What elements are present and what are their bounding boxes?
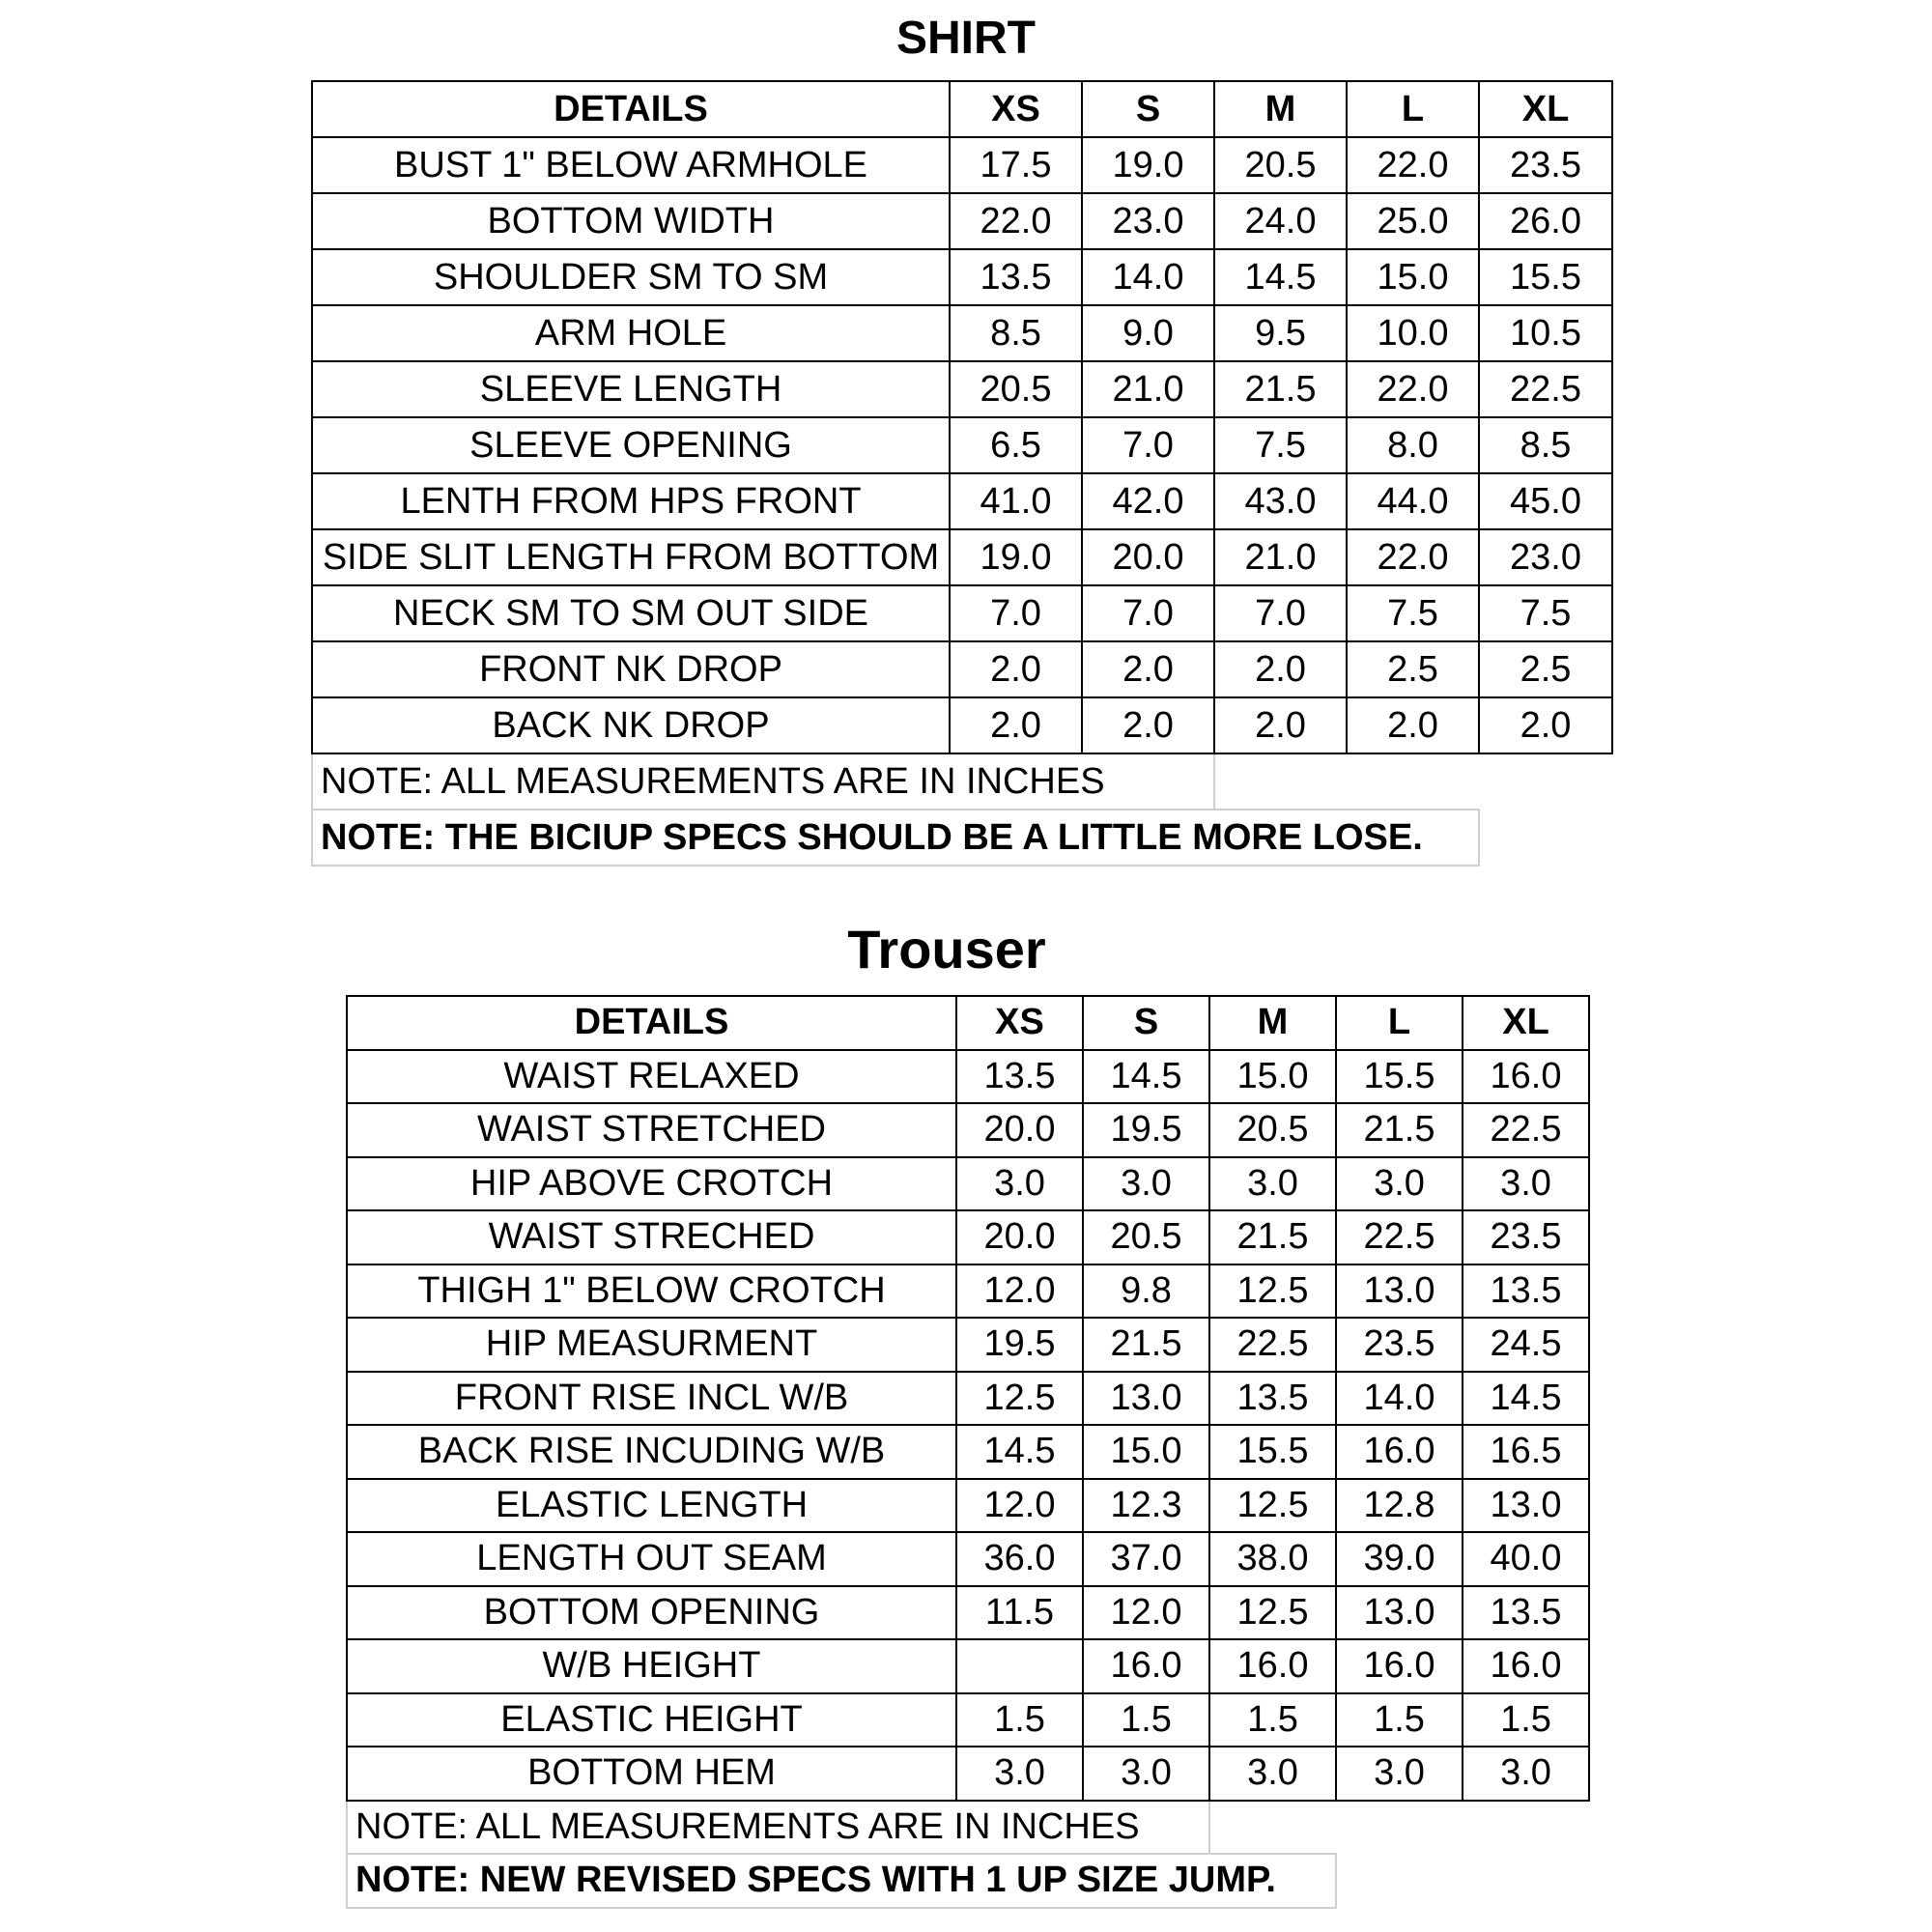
- empty-cell: [1214, 753, 1612, 810]
- table-row: [347, 1425, 1589, 1479]
- measurement-value: 2.0: [950, 641, 1082, 697]
- measurement-value: 14.5: [1214, 249, 1347, 305]
- measurement-label: BOTTOM WIDTH: [312, 193, 950, 249]
- measurement-value: [956, 1639, 1083, 1693]
- measurement-value: 45.0: [1479, 473, 1612, 529]
- measurement-label: FRONT NK DROP: [312, 641, 950, 697]
- measurement-value: 12.0: [956, 1264, 1083, 1319]
- table-row: [347, 1693, 1589, 1747]
- measurement-value: 12.0: [1083, 1586, 1209, 1640]
- measurement-value: 21.0: [1214, 529, 1347, 585]
- measurement-value: 20.5: [950, 361, 1082, 417]
- measurement-value: 2.5: [1347, 641, 1479, 697]
- measurement-label: ELASTIC HEIGHT: [347, 1693, 956, 1747]
- table-row: [347, 1639, 1589, 1693]
- measurement-label: HIP MEASURMENT: [347, 1318, 956, 1372]
- measurement-label: WAIST STRETCHED: [347, 1103, 956, 1157]
- table-body: [347, 1050, 1589, 1908]
- measurement-value: 9.8: [1083, 1264, 1209, 1319]
- measurement-value: 14.5: [1463, 1372, 1589, 1426]
- measurement-value: 15.5: [1336, 1050, 1463, 1104]
- measurement-value: 14.5: [1083, 1050, 1209, 1104]
- revision-note: NOTE: NEW REVISED SPECS WITH 1 UP SIZE JUMP.: [347, 1854, 1336, 1908]
- note-row: [347, 1801, 1589, 1855]
- table-row: [347, 1264, 1589, 1319]
- measurement-value: 13.5: [1209, 1372, 1336, 1426]
- measurement-value: 21.5: [1214, 361, 1347, 417]
- measurement-label: SHOULDER SM TO SM: [312, 249, 950, 305]
- table-row: [312, 305, 1612, 361]
- measurement-label: BACK RISE INCUDING W/B: [347, 1425, 956, 1479]
- column-header-size: M: [1214, 81, 1347, 137]
- measurement-value: 9.0: [1082, 305, 1214, 361]
- column-header-size: S: [1083, 996, 1209, 1050]
- measurement-value: 22.0: [1347, 529, 1479, 585]
- measurement-value: 36.0: [956, 1532, 1083, 1586]
- measurement-value: 2.0: [1479, 697, 1612, 753]
- table-row: [312, 641, 1612, 697]
- table-row: [312, 417, 1612, 473]
- measurement-value: 7.0: [1082, 417, 1214, 473]
- measurement-value: 15.5: [1479, 249, 1612, 305]
- measurement-label: BUST 1" BELOW ARMHOLE: [312, 137, 950, 193]
- column-header-size: XS: [950, 81, 1082, 137]
- measurement-value: 24.0: [1214, 193, 1347, 249]
- measurement-value: 41.0: [950, 473, 1082, 529]
- measurement-value: 3.0: [1209, 1157, 1336, 1211]
- units-note: NOTE: ALL MEASUREMENTS ARE IN INCHES: [347, 1801, 1209, 1855]
- measurement-value: 15.0: [1209, 1050, 1336, 1104]
- measurement-value: 19.0: [1082, 137, 1214, 193]
- measurement-value: 3.0: [1336, 1747, 1463, 1801]
- table-row: [347, 1747, 1589, 1801]
- empty-cell: [1479, 810, 1612, 866]
- measurement-value: 11.5: [956, 1586, 1083, 1640]
- measurement-value: 15.0: [1083, 1425, 1209, 1479]
- empty-cell: [1209, 1801, 1589, 1855]
- measurement-value: 3.0: [1083, 1747, 1209, 1801]
- measurement-value: 7.0: [950, 585, 1082, 641]
- measurement-value: 21.0: [1082, 361, 1214, 417]
- measurement-value: 19.0: [950, 529, 1082, 585]
- header-row: [347, 996, 1589, 1050]
- measurement-value: 21.5: [1209, 1210, 1336, 1264]
- measurement-value: 13.5: [950, 249, 1082, 305]
- column-header-size: M: [1209, 996, 1336, 1050]
- measurement-value: 13.5: [1463, 1264, 1589, 1319]
- measurement-label: HIP ABOVE CROTCH: [347, 1157, 956, 1211]
- table-row: [312, 137, 1612, 193]
- measurement-value: 7.5: [1214, 417, 1347, 473]
- measurement-value: 10.5: [1479, 305, 1612, 361]
- table-row: [347, 1479, 1589, 1533]
- measurement-value: 10.0: [1347, 305, 1479, 361]
- measurement-value: 22.5: [1209, 1318, 1336, 1372]
- measurement-label: NECK SM TO SM OUT SIDE: [312, 585, 950, 641]
- trouser-title: Trouser: [847, 919, 1046, 980]
- measurement-value: 39.0: [1336, 1532, 1463, 1586]
- measurement-label: BOTTOM HEM: [347, 1747, 956, 1801]
- measurement-value: 8.5: [950, 305, 1082, 361]
- table-row: [312, 249, 1612, 305]
- table-row: [312, 529, 1612, 585]
- measurement-value: 23.5: [1479, 137, 1612, 193]
- measurement-value: 16.0: [1336, 1425, 1463, 1479]
- measurement-value: 2.0: [1214, 641, 1347, 697]
- measurement-value: 22.0: [1347, 361, 1479, 417]
- measurement-label: WAIST RELAXED: [347, 1050, 956, 1104]
- measurement-label: LENGTH OUT SEAM: [347, 1532, 956, 1586]
- column-header-size: XL: [1463, 996, 1589, 1050]
- measurement-value: 20.0: [956, 1103, 1083, 1157]
- measurement-value: 6.5: [950, 417, 1082, 473]
- measurement-label: ELASTIC LENGTH: [347, 1479, 956, 1533]
- shirt-title: SHIRT: [896, 13, 1036, 64]
- measurement-value: 23.0: [1082, 193, 1214, 249]
- measurement-value: 22.0: [950, 193, 1082, 249]
- table-row: [312, 697, 1612, 753]
- measurement-value: 20.5: [1083, 1210, 1209, 1264]
- measurement-value: 15.5: [1209, 1425, 1336, 1479]
- measurement-value: 12.5: [1209, 1264, 1336, 1319]
- measurement-value: 13.0: [1336, 1586, 1463, 1640]
- table-row: [347, 1318, 1589, 1372]
- column-header-size: XL: [1479, 81, 1612, 137]
- measurement-value: 2.0: [1347, 697, 1479, 753]
- measurement-value: 7.0: [1082, 585, 1214, 641]
- measurement-value: 2.5: [1479, 641, 1612, 697]
- measurement-value: 23.5: [1463, 1210, 1589, 1264]
- measurement-label: THIGH 1" BELOW CROTCH: [347, 1264, 956, 1319]
- measurement-value: 40.0: [1463, 1532, 1589, 1586]
- table-row: [347, 1372, 1589, 1426]
- measurement-value: 3.0: [1336, 1157, 1463, 1211]
- measurement-value: 1.5: [956, 1693, 1083, 1747]
- measurement-label: SLEEVE LENGTH: [312, 361, 950, 417]
- note-row: [347, 1854, 1589, 1908]
- measurement-value: 19.5: [1083, 1103, 1209, 1157]
- revision-note: NOTE: THE BICIUP SPECS SHOULD BE A LITTLE MORE LOSE.: [312, 810, 1479, 866]
- table-row: [347, 1050, 1589, 1104]
- measurement-value: 2.0: [1082, 697, 1214, 753]
- measurement-value: 13.0: [1336, 1264, 1463, 1319]
- measurement-value: 1.5: [1083, 1693, 1209, 1747]
- measurement-value: 9.5: [1214, 305, 1347, 361]
- measurement-value: 3.0: [956, 1157, 1083, 1211]
- measurement-value: 43.0: [1214, 473, 1347, 529]
- measurement-value: 3.0: [1463, 1747, 1589, 1801]
- shirt-spec-table: [311, 80, 1613, 867]
- measurement-value: 16.0: [1463, 1639, 1589, 1693]
- table-row: [312, 585, 1612, 641]
- measurement-value: 20.0: [1082, 529, 1214, 585]
- measurement-value: 7.5: [1347, 585, 1479, 641]
- measurement-value: 7.0: [1214, 585, 1347, 641]
- column-header-size: S: [1082, 81, 1214, 137]
- measurement-value: 13.0: [1463, 1479, 1589, 1533]
- measurement-value: 16.0: [1083, 1639, 1209, 1693]
- table-header: [347, 996, 1589, 1050]
- table-row: [347, 1586, 1589, 1640]
- measurement-value: 44.0: [1347, 473, 1479, 529]
- measurement-value: 1.5: [1336, 1693, 1463, 1747]
- measurement-label: SLEEVE OPENING: [312, 417, 950, 473]
- trouser-spec-table: [346, 995, 1590, 1909]
- table-row: [312, 473, 1612, 529]
- measurement-value: 23.5: [1336, 1318, 1463, 1372]
- measurement-value: 2.0: [1214, 697, 1347, 753]
- measurement-label: WAIST STRECHED: [347, 1210, 956, 1264]
- column-header-size: L: [1336, 996, 1463, 1050]
- measurement-value: 12.0: [956, 1479, 1083, 1533]
- table-row: [312, 361, 1612, 417]
- measurement-value: 1.5: [1209, 1693, 1336, 1747]
- measurement-value: 22.5: [1336, 1210, 1463, 1264]
- measurement-value: 38.0: [1209, 1532, 1336, 1586]
- measurement-value: 20.0: [956, 1210, 1083, 1264]
- column-header-size: L: [1347, 81, 1479, 137]
- empty-cell: [1336, 1854, 1589, 1908]
- column-header-details: DETAILS: [312, 81, 950, 137]
- measurement-value: 42.0: [1082, 473, 1214, 529]
- measurement-value: 24.5: [1463, 1318, 1589, 1372]
- measurement-label: BOTTOM OPENING: [347, 1586, 956, 1640]
- measurement-value: 22.5: [1479, 361, 1612, 417]
- measurement-value: 25.0: [1347, 193, 1479, 249]
- measurement-value: 37.0: [1083, 1532, 1209, 1586]
- measurement-value: 2.0: [1082, 641, 1214, 697]
- table-header: [312, 81, 1612, 137]
- measurement-value: 13.5: [1463, 1586, 1589, 1640]
- measurement-value: 14.5: [956, 1425, 1083, 1479]
- measurement-value: 16.0: [1209, 1639, 1336, 1693]
- measurement-value: 21.5: [1083, 1318, 1209, 1372]
- measurement-label: FRONT RISE INCL W/B: [347, 1372, 956, 1426]
- note-row: [312, 753, 1612, 810]
- measurement-value: 14.0: [1336, 1372, 1463, 1426]
- measurement-value: 22.5: [1463, 1103, 1589, 1157]
- measurement-value: 17.5: [950, 137, 1082, 193]
- measurement-value: 8.0: [1347, 417, 1479, 473]
- measurement-value: 3.0: [956, 1747, 1083, 1801]
- table-row: [312, 193, 1612, 249]
- table-body: [312, 137, 1612, 866]
- measurement-value: 3.0: [1463, 1157, 1589, 1211]
- measurement-value: 12.8: [1336, 1479, 1463, 1533]
- table-row: [347, 1157, 1589, 1211]
- measurement-value: 12.5: [1209, 1479, 1336, 1533]
- measurement-value: 14.0: [1082, 249, 1214, 305]
- measurement-value: 16.0: [1336, 1639, 1463, 1693]
- measurement-value: 12.3: [1083, 1479, 1209, 1533]
- measurement-value: 15.0: [1347, 249, 1479, 305]
- measurement-label: BACK NK DROP: [312, 697, 950, 753]
- measurement-value: 20.5: [1209, 1103, 1336, 1157]
- table-row: [347, 1210, 1589, 1264]
- units-note: NOTE: ALL MEASUREMENTS ARE IN INCHES: [312, 753, 1214, 810]
- measurement-label: SIDE SLIT LENGTH FROM BOTTOM: [312, 529, 950, 585]
- measurement-value: 13.5: [956, 1050, 1083, 1104]
- table-row: [347, 1103, 1589, 1157]
- measurement-label: LENTH FROM HPS FRONT: [312, 473, 950, 529]
- note-row: [312, 810, 1612, 866]
- measurement-value: 7.5: [1479, 585, 1612, 641]
- measurement-value: 16.0: [1463, 1050, 1589, 1104]
- measurement-value: 3.0: [1083, 1157, 1209, 1211]
- measurement-value: 12.5: [1209, 1586, 1336, 1640]
- measurement-value: 3.0: [1209, 1747, 1336, 1801]
- column-header-size: XS: [956, 996, 1083, 1050]
- measurement-value: 21.5: [1336, 1103, 1463, 1157]
- measurement-value: 26.0: [1479, 193, 1612, 249]
- column-header-details: DETAILS: [347, 996, 956, 1050]
- measurement-value: 8.5: [1479, 417, 1612, 473]
- measurement-label: W/B HEIGHT: [347, 1639, 956, 1693]
- measurement-value: 2.0: [950, 697, 1082, 753]
- measurement-value: 13.0: [1083, 1372, 1209, 1426]
- measurement-label: ARM HOLE: [312, 305, 950, 361]
- measurement-value: 23.0: [1479, 529, 1612, 585]
- measurement-value: 20.5: [1214, 137, 1347, 193]
- measurement-value: 19.5: [956, 1318, 1083, 1372]
- measurement-value: 22.0: [1347, 137, 1479, 193]
- table-row: [347, 1532, 1589, 1586]
- measurement-value: 12.5: [956, 1372, 1083, 1426]
- measurement-value: 1.5: [1463, 1693, 1589, 1747]
- measurement-value: 16.5: [1463, 1425, 1589, 1479]
- header-row: [312, 81, 1612, 137]
